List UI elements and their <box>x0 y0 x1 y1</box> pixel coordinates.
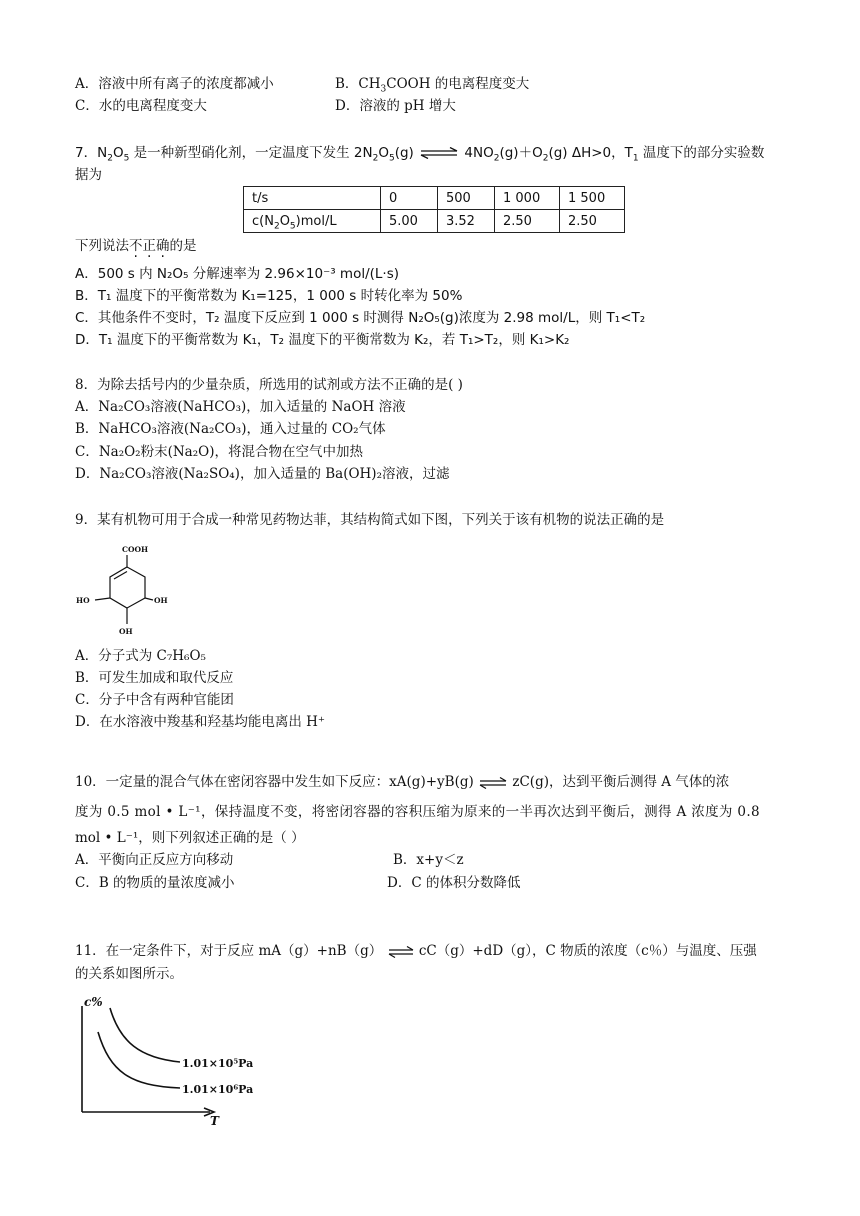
q10-stem-line1: 10．一定量的混合气体在密闭容器中发生如下反应：xA(g)+yB(g) zC(g)，达到平衡后测得 A 气体的浓 <box>75 774 730 790</box>
q6-option-d: D．溶液的 pH 增大 <box>335 98 456 114</box>
table-header-cell: 1 500 <box>560 187 625 210</box>
table-header-cell: t/s <box>244 187 381 210</box>
graph-ylabel: c% <box>84 995 103 1009</box>
table-cell: 5.00 <box>381 210 438 233</box>
struct-ho-label: HO <box>76 596 90 605</box>
q10-option-a: A．平衡向正反应方向移动 <box>75 852 234 868</box>
q7-question: 下列说法不正确的是 <box>75 238 197 254</box>
curve-1e5-pa <box>110 1008 180 1062</box>
q7-stem-line2: 据为 <box>75 167 102 183</box>
q11-stem-line1: 11．在一定条件下，对于反应 mA（g）+nB（g） cC（g）+dD（g），C 物质的浓度（c％）与温度、压强 <box>75 943 757 959</box>
table-cell: 2.50 <box>560 210 625 233</box>
graph-xlabel: T <box>210 1114 219 1127</box>
q10-option-d: D．C 的体积分数降低 <box>387 875 521 891</box>
table-cell: 3.52 <box>438 210 495 233</box>
q6-option-b: B．$CH_3COOH$ 的电离程度变大 <box>335 76 530 95</box>
q10-option-b: B．x+y＜z <box>393 852 464 868</box>
table-header-cell: 0 <box>381 187 438 210</box>
q6-option-a: A．溶液中所有离子的浓度都减小 <box>75 76 274 92</box>
table-row <box>244 210 625 233</box>
table-cell: 2.50 <box>495 210 560 233</box>
q10-option-c: C．B 的物质的量浓度减小 <box>75 875 235 891</box>
q7-data-table <box>243 186 625 233</box>
q7-option-d: D．T₁ 温度下的平衡常数为 K₁，T₂ 温度下的平衡常数为 K₂，若 T₁>T₂，则 K₁>K₂ <box>75 332 570 348</box>
q8-option-c: C．Na₂O₂粉末(Na₂O)，将混合物在空气中加热 <box>75 444 363 460</box>
struct-oh-bottom-label: OH <box>119 627 133 636</box>
q6-option-c: C．水的电离程度变大 <box>75 98 207 114</box>
q8-option-d: D．Na₂CO₃溶液(Na₂SO₄)，加入适量的 Ba(OH)₂溶液，过滤 <box>75 466 450 482</box>
curve-2-label: 1.01×10⁶Pa <box>182 1083 254 1096</box>
table-row-label: $c(N_2O_5)mol/L$ <box>244 210 381 233</box>
q10-stem-line2: 度为 0.5 mol • L⁻¹，保持温度不变，将密闭容器的容积压缩为原来的一半再次达到平衡后，测得 A 浓度为 0.8 <box>75 804 760 820</box>
q7-stem-line1: 7．$N_2O_5$ 是一种新型硝化剂，一定温度下发生 $2N_2O_5(g)$ $4NO_2(g)+O_2(g)$ ΔH>0，$T_1$ 温度下的部分实验数 <box>75 145 765 164</box>
q10-stem-line3: mol • L⁻¹，则下列叙述正确的是（ ） <box>75 830 305 846</box>
struct-cooh-label: COOH <box>122 545 149 554</box>
q7-option-b: B．T₁ 温度下的平衡常数为 K₁=125，1 000 s 时转化率为 50% <box>75 288 463 304</box>
q9-structure-diagram <box>70 540 180 640</box>
equilibrium-arrow-icon <box>418 147 460 159</box>
equilibrium-arrow-icon <box>387 946 415 958</box>
table-header-cell: 500 <box>438 187 495 210</box>
curve-1-label: 1.01×10⁵Pa <box>182 1057 254 1070</box>
q11-graph <box>70 992 290 1127</box>
struct-oh-right-label: OH <box>154 596 168 605</box>
q11-stem-line2: 的关系如图所示。 <box>75 966 183 982</box>
equilibrium-arrow-icon <box>478 777 508 789</box>
q8-option-b: B．NaHCO₃溶液(Na₂CO₃)，通入过量的 CO₂气体 <box>75 421 386 437</box>
q8-stem: 8．为除去括号内的少量杂质，所选用的试剂或方法不正确的是( ) <box>75 377 463 393</box>
q7-option-c: C．其他条件不变时，T₂ 温度下反应到 1 000 s 时测得 N₂O₅(g)浓度为 2.98 mol/L，则 T₁<T₂ <box>75 310 646 326</box>
q9-option-a: A．分子式为 C₇H₆O₅ <box>75 648 206 664</box>
q7-option-a: A．500 s 内 N₂O₅ 分解速率为 2.96×10⁻³ mol/(L·s) <box>75 266 400 282</box>
q9-option-c: C．分子中含有两种官能团 <box>75 692 234 708</box>
q8-option-a: A．Na₂CO₃溶液(NaHCO₃)，加入适量的 NaOH 溶液 <box>75 399 406 415</box>
table-header-cell: 1 000 <box>495 187 560 210</box>
q9-stem: 9．某有机物可用于合成一种常见药物达菲，其结构简式如下图，下列关于该有机物的说法正确的是 <box>75 512 665 528</box>
q9-option-d: D．在水溶液中羧基和羟基均能电离出 H⁺ <box>75 714 326 730</box>
table-row <box>244 187 625 210</box>
q9-option-b: B．可发生加成和取代反应 <box>75 670 234 686</box>
